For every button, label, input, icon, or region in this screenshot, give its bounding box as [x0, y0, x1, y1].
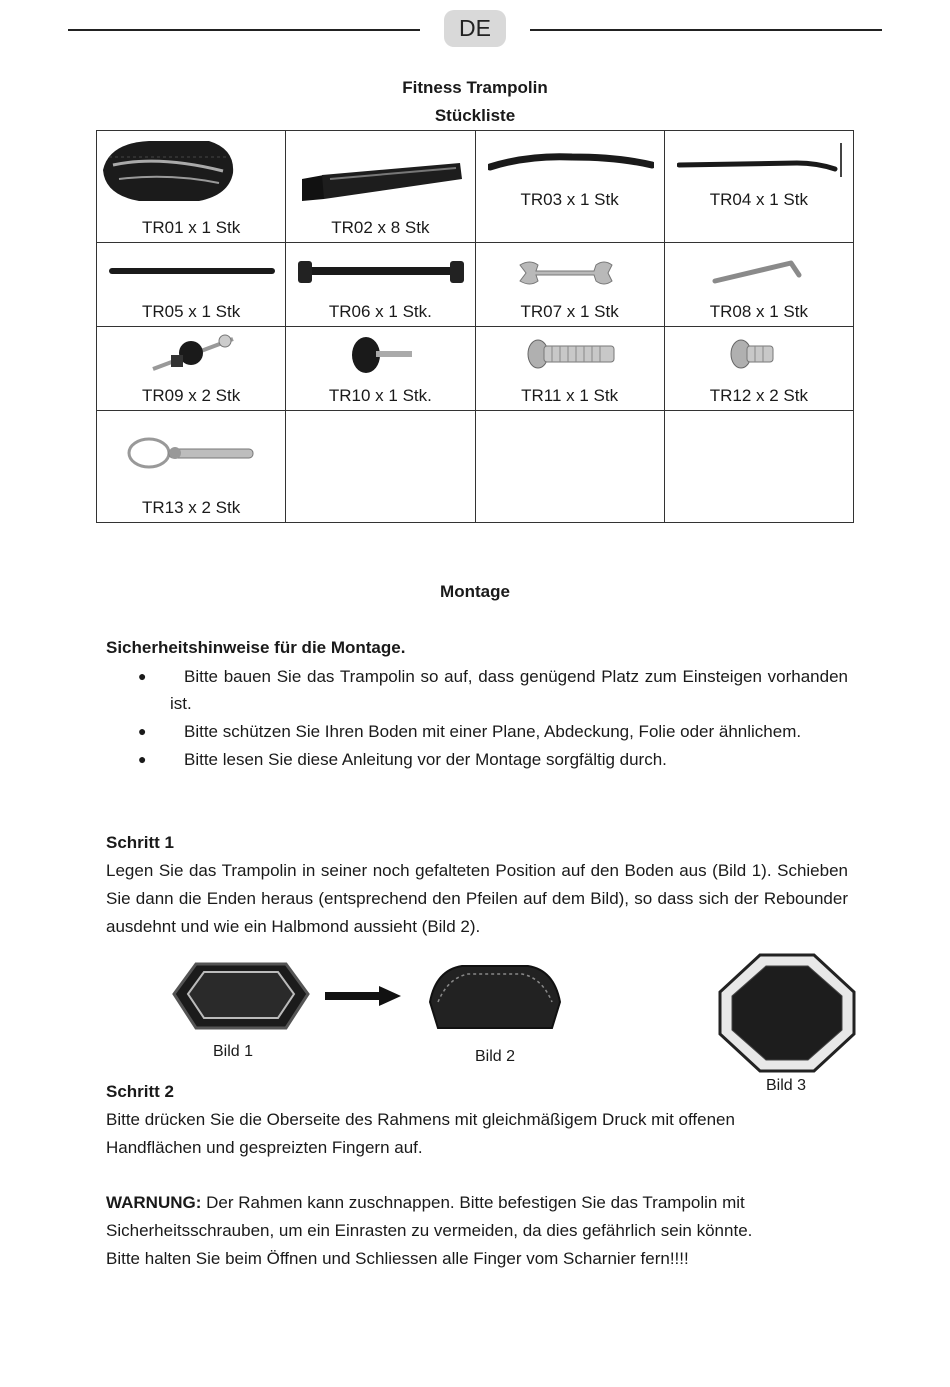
curved-bar-icon: [488, 151, 654, 175]
figure-caption-bild2: Bild 2: [475, 1048, 516, 1065]
parts-row: [97, 327, 854, 411]
allen-key-icon: [711, 255, 807, 287]
short-bolt-icon: [729, 337, 777, 371]
figure-caption-bild3: Bild 3: [766, 1077, 807, 1094]
header-rule-right: [530, 29, 882, 31]
long-bolt-icon: [526, 337, 618, 371]
part-label: TR11 x 1 Stk: [521, 386, 619, 405]
crossbar-icon: [296, 257, 466, 287]
part-label: TR10 x 1 Stk.: [328, 386, 432, 405]
part-cell-tr12: [664, 327, 853, 411]
half-open-trampoline-figure-icon: [428, 962, 562, 1034]
step1-heading: Schritt 1: [106, 833, 175, 852]
part-cell-empty: [286, 411, 475, 523]
language-badge: DE: [444, 10, 506, 47]
part-cell-tr09: [97, 327, 286, 411]
warning-section: [106, 1189, 848, 1273]
safety-heading: Sicherheitshinweise für die Montage.: [106, 638, 406, 657]
part-label: TR07 x 1 Stk: [520, 302, 619, 321]
part-cell-tr11: [475, 327, 664, 411]
part-cell-tr05: [97, 243, 286, 327]
bullet-icon: ●: [138, 751, 147, 767]
warning-text: Bitte halten Sie beim Öffnen und Schliessen alle Finger vom Scharnier fern!!!!: [106, 1249, 689, 1268]
folded-trampoline-figure-icon: [172, 958, 310, 1034]
parts-row: [97, 243, 854, 327]
part-cell-tr02: [286, 131, 475, 243]
step2-text: Bitte drücken Sie die Oberseite des Rahmens mit gleichmäßigem Druck mit offenen Handflächen und gespreizten Fingern auf.: [106, 1110, 735, 1157]
knob-screw-icon: [346, 333, 418, 375]
part-label: TR09 x 2 Stk: [141, 386, 241, 405]
parts-row: [97, 411, 854, 523]
part-cell-empty: [475, 411, 664, 523]
lock-pin-icon: [125, 431, 259, 475]
bullet-icon: ●: [138, 723, 147, 739]
part-label: TR05 x 1 Stk: [141, 302, 241, 321]
list-item: ● Bitte bauen Sie das Trampolin so auf, dass genügend Platz zum Einsteigen vorhanden ist.: [106, 663, 848, 717]
part-label: TR03 x 1 Stk: [520, 190, 619, 209]
list-item: ● Bitte lesen Sie diese Anleitung vor der Montage sorgfältig durch.: [106, 746, 848, 773]
arrow-right-icon: [323, 985, 403, 1007]
part-label: TR13 x 2 Stk: [141, 498, 241, 517]
part-label: TR04 x 1 Stk: [709, 190, 808, 209]
part-label: TR08 x 1 Stk: [709, 302, 808, 321]
part-label: TR12 x 2 Stk: [709, 386, 808, 405]
document-title: Fitness Trampolin: [402, 78, 548, 97]
warning-text: Der Rahmen kann zuschnappen. Bitte befestigen Sie das Trampolin mit: [201, 1193, 745, 1212]
part-cell-tr03: [475, 131, 664, 243]
parts-table: [96, 130, 854, 523]
leg-tube-icon: [300, 159, 464, 205]
figure-caption-bild1: Bild 1: [213, 1043, 254, 1060]
warning-text: Sicherheitsschrauben, um ein Einrasten zu vermeiden, da dies gefährlich sein könnte.: [106, 1221, 753, 1240]
part-cell-tr13: [97, 411, 286, 523]
part-label: TR02 x 8 Stk: [331, 218, 430, 237]
part-cell-tr04: [664, 131, 853, 243]
step1-text: Legen Sie das Trampolin in seiner noch gefalteten Position auf den Boden aus (Bild 1). Schieben Sie dann die Enden heraus (entsprechend den Pfeilen auf dem Bild), so dass sich der Rebounder ausdehnt und wie ein Halbmond aussieht (Bild 2).: [106, 861, 848, 936]
part-cell-empty: [664, 411, 853, 523]
assembly-heading: Montage: [440, 582, 510, 601]
step1-section: [106, 829, 848, 941]
bullet-icon: ●: [138, 668, 147, 684]
safety-list: [106, 663, 848, 774]
parts-row: [97, 131, 854, 243]
parts-list-title: Stückliste: [434, 106, 516, 125]
folded-trampoline-icon: [99, 135, 237, 205]
header-rule-left: [68, 29, 420, 31]
straight-bar-icon: [107, 265, 277, 277]
part-cell-tr01: [97, 131, 286, 243]
part-cell-tr06: [286, 243, 475, 327]
part-cell-tr07: [475, 243, 664, 327]
part-cell-tr08: [664, 243, 853, 327]
wrench-icon: [516, 257, 616, 289]
part-cell-tr10: [286, 327, 475, 411]
step2-section: [106, 1078, 766, 1162]
warning-label: WARNUNG:: [106, 1193, 202, 1212]
part-label: TR01 x 1 Stk: [141, 218, 241, 237]
handle-bar-icon: [677, 141, 847, 181]
list-item: ● Bitte schützen Sie Ihren Boden mit einer Plane, Abdeckung, Folie oder ähnlichem.: [106, 718, 848, 745]
safety-section: [106, 634, 848, 662]
part-label: TR06 x 1 Stk.: [328, 302, 432, 321]
open-trampoline-figure-icon: [716, 952, 858, 1074]
knob-bolt-assembly-icon: [147, 331, 239, 375]
step2-heading: Schritt 2: [106, 1082, 175, 1101]
